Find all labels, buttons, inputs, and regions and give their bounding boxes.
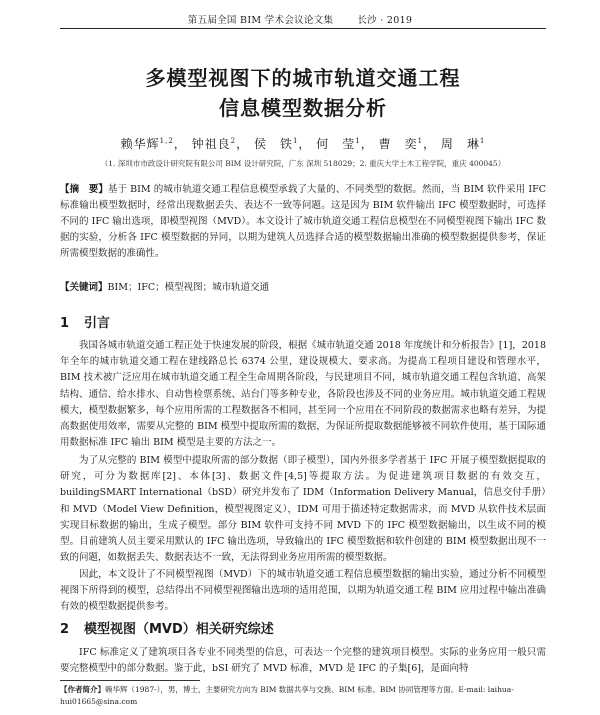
footnote-label: 【作者简介】 (60, 685, 105, 694)
body-paragraph: 为了从完整的 BIM 模型中提取所需的部分数据（即子模型），国内外很多学者基于 IFC 开展子模型数据提取的研究，可分为数据库[2]、本体[3]、数据文件[4,5]等提取方法。为促进建筑项目数据的有效交互，buildingSMART International（bSD）研究并发布了 IDM（Information Delivery Manual，信息交付手册）和 MVD（Model View Definition，模型视图定义），IDM 可用于描述特定数据需求，而 MVD 从软件技术层面实现目标数据的输出，生成子模型。部分 BIM 软件可支持不同 MVD 下的 IFC 模型数据输出，以生成不同的模型。目前建筑人员主要采用默认的 IFC 输出选项，导致输出的 IFC 模型数据和软件创建的 BIM 模型数据出现不一致的问题，如数据丢失、数据表达不一致，无法得到业务应用所需的模型数据。 (60, 455, 546, 564)
author-affiliation: （1. 深圳市市政设计研究院有限公司 BIM 设计研究院，广东 深圳 518029；2. 重庆大学土木工程学院，重庆 400045） (100, 159, 506, 168)
running-header (60, 12, 540, 26)
keywords-text: BIM；IFC；模型视图；城市轨道交通 (107, 282, 270, 293)
section-number: 1 (60, 316, 70, 331)
author: 侯 铁 (253, 137, 293, 151)
abstract-label: 【摘 要】 (60, 184, 108, 195)
author-list: 赖华辉$^{1,2}$， 钟祖良$^2$， 侯 铁$^1$， 何 莹$^1$， 曹 奕$^1$， 周 琳$^1$ (120, 137, 486, 151)
author: 曹 奕 (378, 137, 418, 151)
paper-title-line-1: 多模型视图下的城市轨道交通工程 (145, 66, 461, 90)
section-heading-mvd-review (60, 618, 546, 637)
paper-title-line-2: 信息模型数据分析 (219, 96, 387, 120)
keywords-label: 【关键词】 (60, 282, 108, 293)
conference-name: 第五届全国 BIM 学术会议论文集 (187, 15, 334, 26)
footnote-divider (60, 680, 200, 681)
author: 钟祖良 (191, 137, 231, 151)
keywords (60, 279, 546, 293)
author: 赖华辉 (120, 137, 160, 151)
section-title: 模型视图（MVD）相关研究综述 (84, 622, 274, 637)
body-paragraph: 因此，本文设计了不同模型视图（MVD）下的城市轨道交通工程信息模型数据的输出实验，通过分析不同模型视图下所得到的模型，总结得出不同模型视图输出选项的适用范围，以期为轨道交通工程 BIM 应用过程中输出准确有效的模型数据提供参考。 (60, 569, 546, 613)
author: 周 琳 (440, 137, 480, 151)
section-number: 2 (60, 622, 70, 637)
footnote-text: 赖华辉（1987-），男，博士，主要研究方向为 BIM 数据共享与交换、BIM 标准、BIM 协同管理等方面。E-mail: laihua-hui01665@sina.com (60, 685, 514, 706)
section-heading-introduction (60, 312, 546, 331)
author-footnote (60, 684, 546, 708)
abstract (60, 182, 546, 262)
body-paragraph: IFC 标准定义了建筑项目各专业不同类型的信息，可表达一个完整的建筑项目模型。实际的业务应用一般只需要完整模型中的部分数据。鉴于此，bSI 研究了 MVD 标准，MVD 是 IFC 的子集[6]，是面向特 (60, 647, 546, 675)
body-paragraph: 我国各城市轨道交通工程正处于快速发展的阶段，根据《城市轨道交通 2018 年度统计和分析报告》[1]，2018 年全年的城市轨道交通工程在建线路总长 6374 公里，建设规模大、要求高。为提高工程项目建设和管理水平，BIM 技术被广泛应用在城市轨道交通工程全生命周期各阶段，与民建项目不同，城市轨道交通工程包含轨道、高架结构、通信、给水排水、自动售检票系统、站台门等多种专业，各阶段也涉及不同的业务应用。城市轨道交通工程规模大，模型数据繁多，每个应用所需的工程数据各不相同，甚至同一个应用在不同阶段的数据需求也略有差异，为提高数据使用效率，需要从完整的 BIM 模型中提取所需的数据，为保证所提取数据能够被不同软件使用，基于国际通用数据标准 IFC 输出 BIM 模型是主要的方法之一。 (60, 340, 546, 449)
header-divider (60, 28, 546, 29)
conference-location: 长沙 · 2019 (357, 15, 413, 26)
section-title: 引言 (84, 316, 111, 331)
abstract-text: 基于 BIM 的城市轨道交通工程信息模型承载了大量的、不同类型的数据。然而，当 BIM 软件采用 IFC 标准输出模型数据时，经常出现数据丢失、表达不一致等问题。这是因为 BIM 软件输出 IFC 模型数据时，可选择不同的 IFC 输出选项，即模型视图（MVD）。本文设计了城市轨道交通工程信息模型在不同模型视图下输出 IFC 数据的实验，分析各 IFC 模型数据的异同，以期为建筑人员选择合适的模型数据输出准确的模型数据提供参考，保证所需模型数据的准确性。 (60, 184, 546, 259)
author: 何 莹 (316, 137, 356, 151)
